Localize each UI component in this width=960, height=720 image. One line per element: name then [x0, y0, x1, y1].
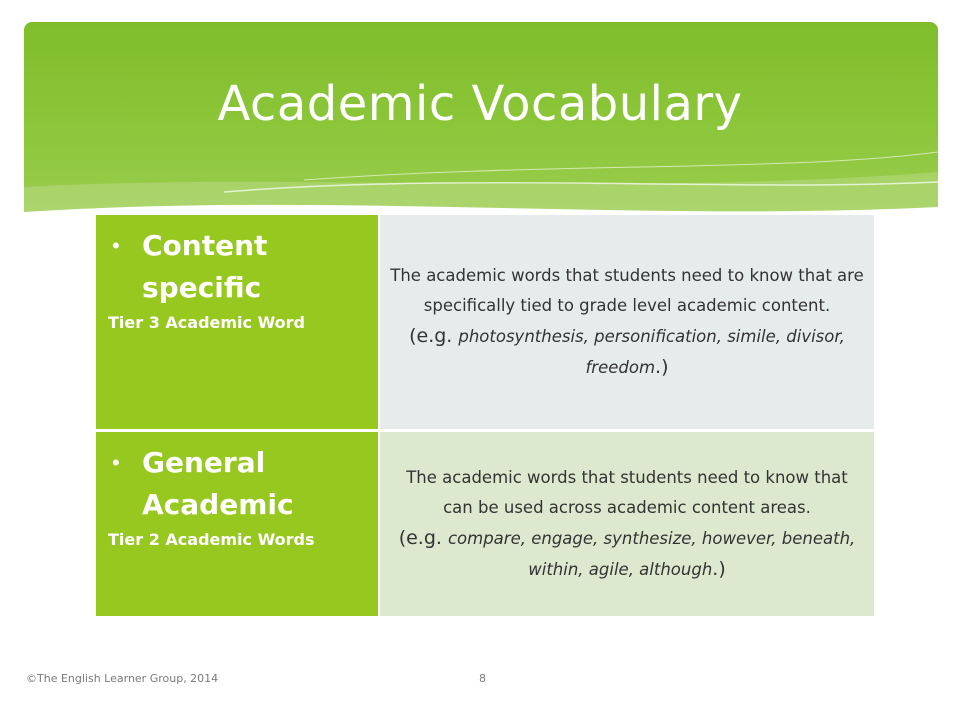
category-cell	[96, 215, 379, 431]
examples-text: (e.g. photosynthesis, personification, simile, divisor, freedom.)	[409, 325, 845, 378]
description-cell	[379, 431, 874, 617]
description-cell	[379, 215, 874, 431]
category-cell	[96, 431, 379, 617]
bullet-icon: •	[112, 233, 120, 258]
tier-label: Tier 2 Academic Words	[108, 530, 315, 549]
description-text: The academic words that students need to know that can be used across academic content areas.	[406, 468, 848, 517]
vocabulary-table	[96, 215, 874, 616]
table-row-general-academic	[96, 431, 874, 617]
page-number: 8	[479, 672, 486, 685]
description-text: The academic words that students need to know that are specifically tied to grade level academic content.	[390, 266, 864, 315]
slide-title: Academic Vocabulary	[217, 76, 743, 132]
table-row-content-specific	[96, 215, 874, 431]
category-label: General Academic	[142, 446, 294, 521]
footer-copyright: ©The English Learner Group, 2014	[26, 672, 219, 685]
tier-label: Tier 3 Academic Word	[108, 313, 306, 332]
examples-text: (e.g. compare, engage, synthesize, however, beneath, within, agile, although.)	[398, 527, 856, 580]
bullet-icon: •	[112, 450, 120, 475]
category-label: Content specific	[142, 229, 268, 304]
